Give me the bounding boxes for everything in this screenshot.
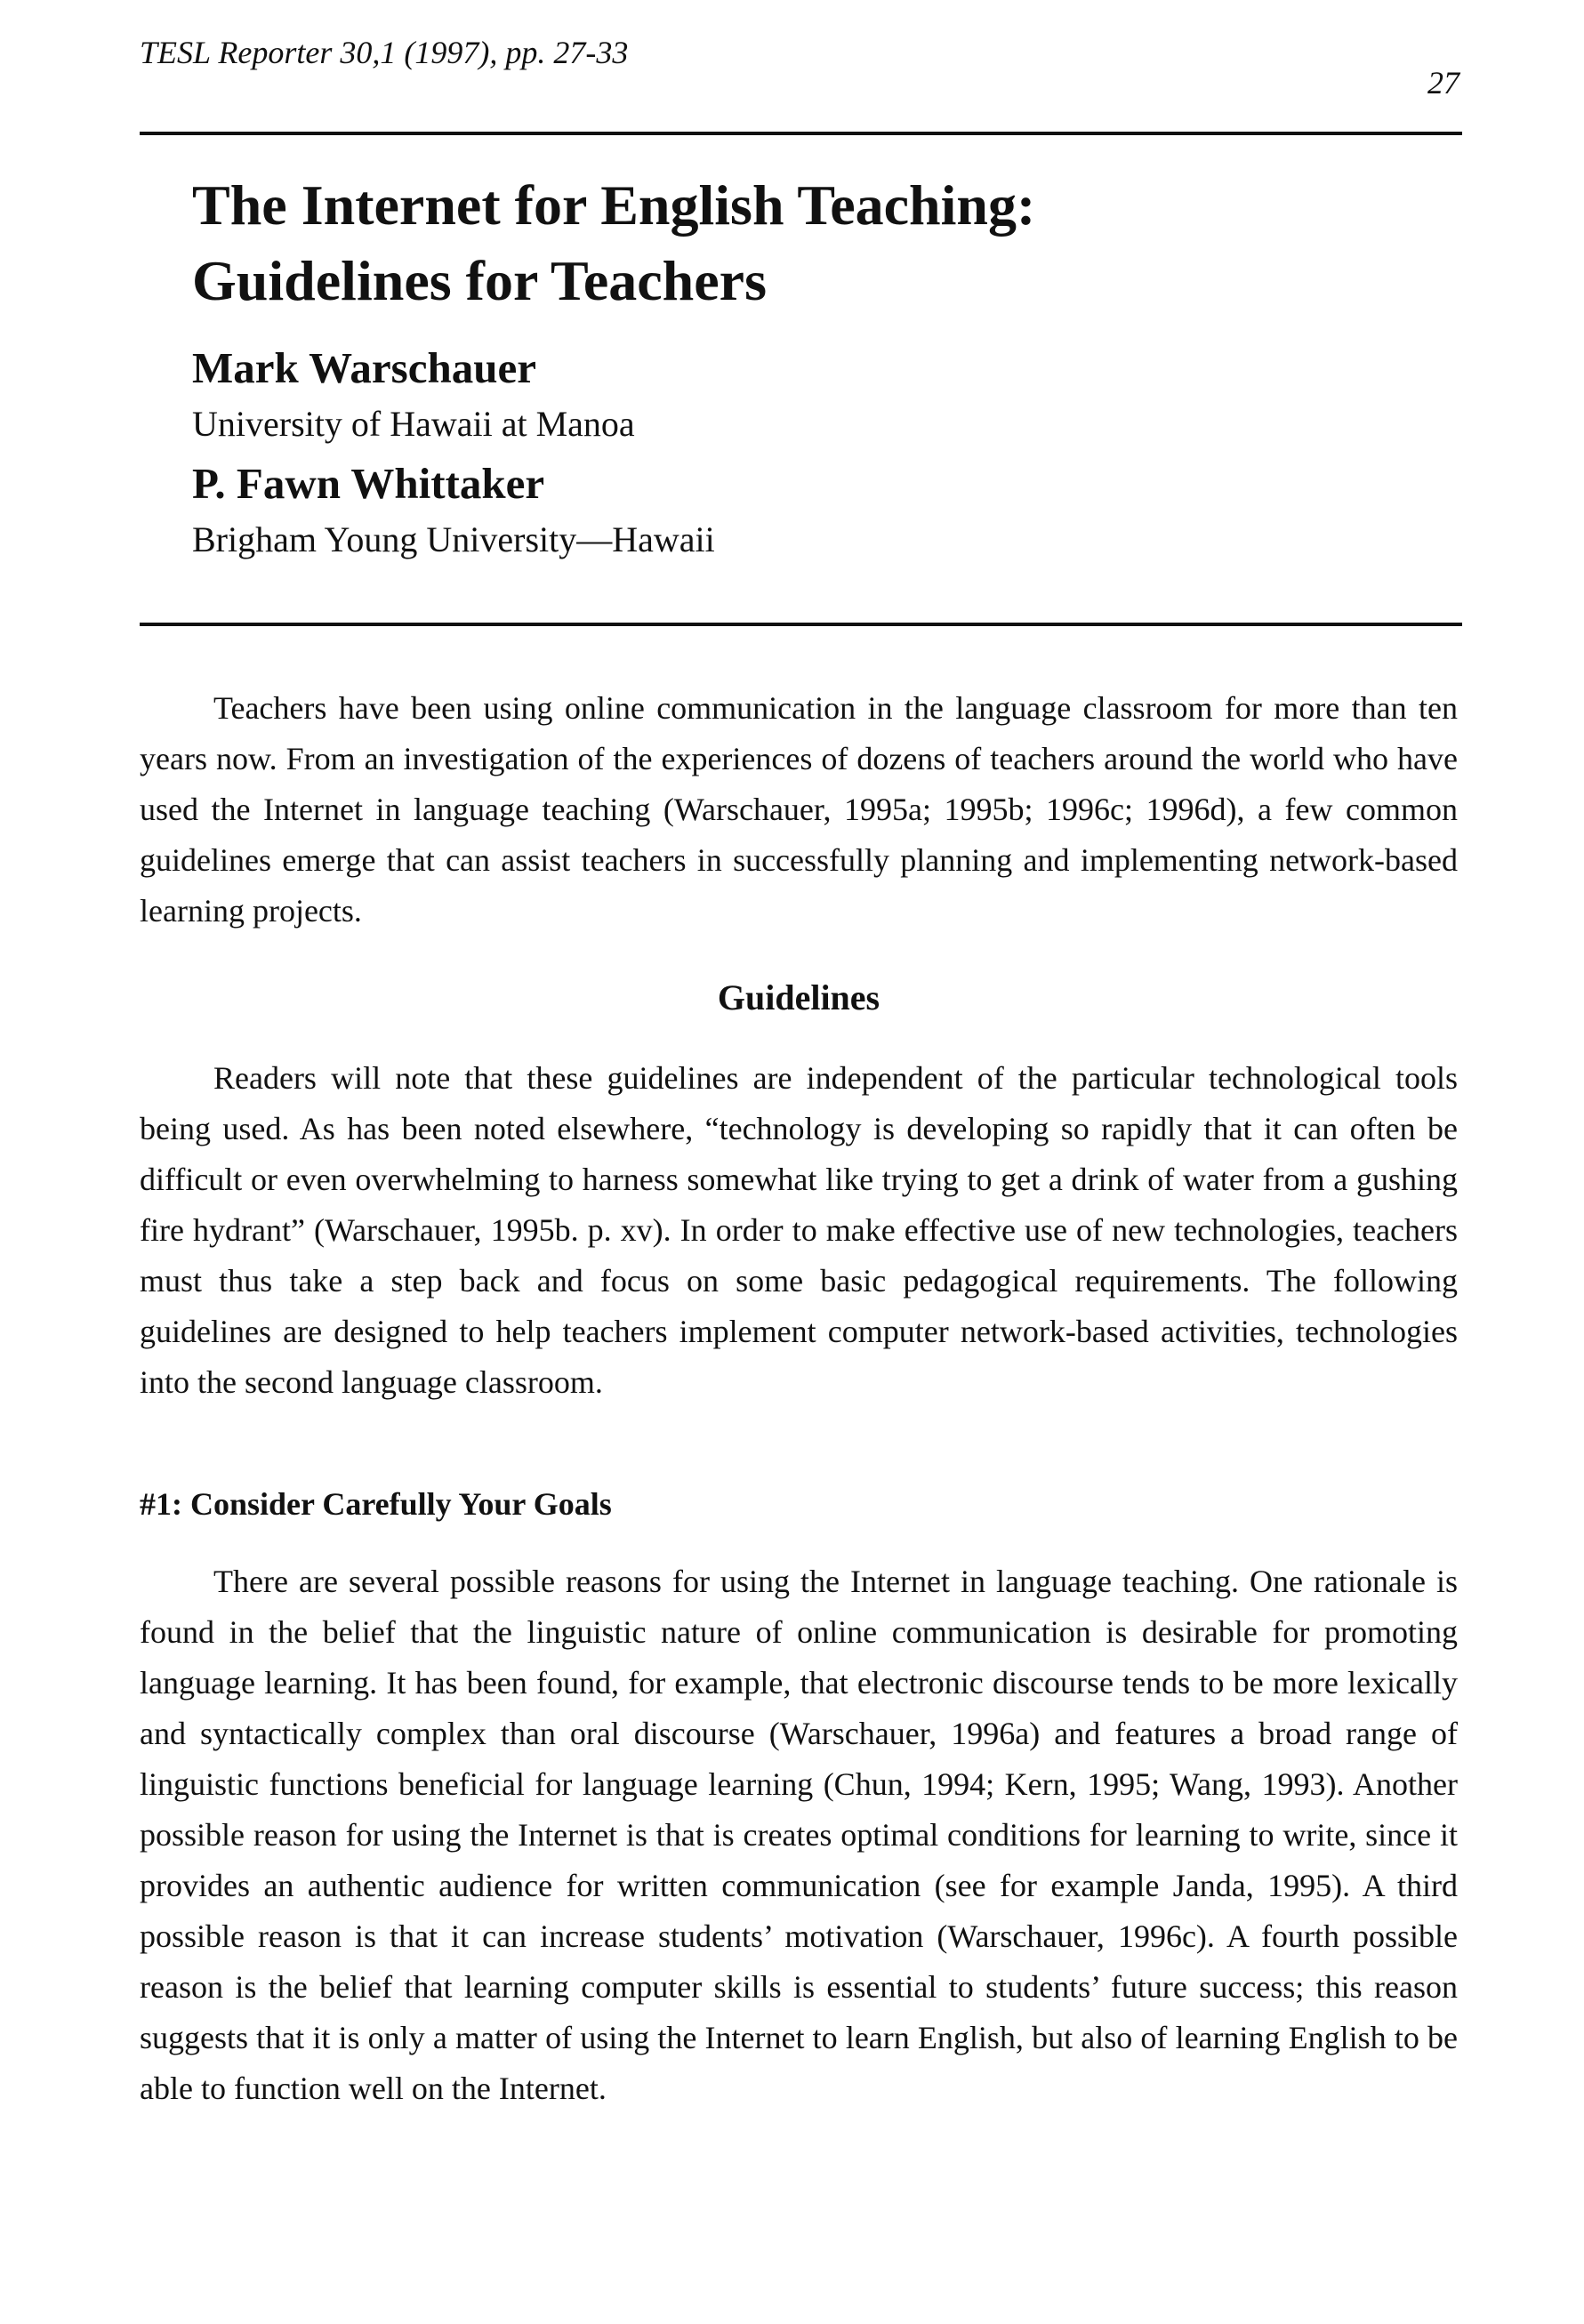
author-name: Mark Warschauer bbox=[192, 343, 536, 392]
abstract-rule bbox=[140, 623, 1462, 626]
author-affiliation: Brigham Young University—Hawaii bbox=[192, 519, 715, 559]
title-line-2: Guidelines for Teachers bbox=[192, 249, 767, 312]
author-name: P. Fawn Whittaker bbox=[192, 459, 545, 508]
article-title bbox=[192, 167, 1455, 318]
abstract-paragraph: Teachers have been using online communication in the language classroom for more than ten years now. From an investigation of the experiences of dozens of teachers around the world who have used the Internet in language teaching (Warschauer, 1995a; 1995b; 1996c; 1996d), a few common guidelines emerge that can assist teachers in successfully planning and implementing network-based learning projects. bbox=[140, 690, 1458, 929]
running-head: TESL Reporter 30,1 (1997), pp. 27-33 bbox=[140, 35, 629, 70]
section-heading: Guidelines bbox=[717, 977, 880, 1017]
subsection-heading: #1: Consider Carefully Your Goals bbox=[140, 1486, 612, 1522]
body-paragraph: There are several possible reasons for using the Internet in language teaching. One rationale is found in the belief that the linguistic nature of online communication is desirable for promoting language learning. It has been found, for example, that electronic discourse tends to be more lexically and syntactically complex than oral discourse (Warschauer, 1996a) and features a broad range of linguistic functions beneficial for language learning (Chun, 1994; Kern, 1995; Wang, 1993). Another possible reason for using the Internet is that is creates optimal conditions for learning to write, since it provides an authentic audience for written communication (see for example Janda, 1995). A third possible reason is that it can increase students’ motivation (Warschauer, 1996c). A fourth possible reason is the belief that learning computer skills is essential to students’ future success; this reason suggests that it is only a matter of using the Internet to learn English, but also of learning English to be able to function well on the Internet. bbox=[140, 1564, 1458, 2106]
header-rule bbox=[140, 132, 1462, 135]
body-paragraph: Readers will note that these guidelines are independent of the particular technological tools being used. As has been noted elsewhere, “technology is developing so rapidly that it can often be difficult or even overwhelming to harness somewhat like trying to get a drink of water from a gushing fire hydrant” (Warschauer, 1995b. p. xv). In order to make effective use of new technologies, teachers must thus take a step back and focus on some basic pedagogical requirements. The following guidelines are designed to help teachers implement computer network-based activities, technologies into the second language classroom. bbox=[140, 1060, 1458, 1400]
page-number: 27 bbox=[1427, 65, 1459, 101]
author-affiliation: University of Hawaii at Manoa bbox=[192, 404, 635, 444]
title-line-1: The Internet for English Teaching: bbox=[192, 173, 1036, 237]
author-block bbox=[192, 342, 1437, 573]
